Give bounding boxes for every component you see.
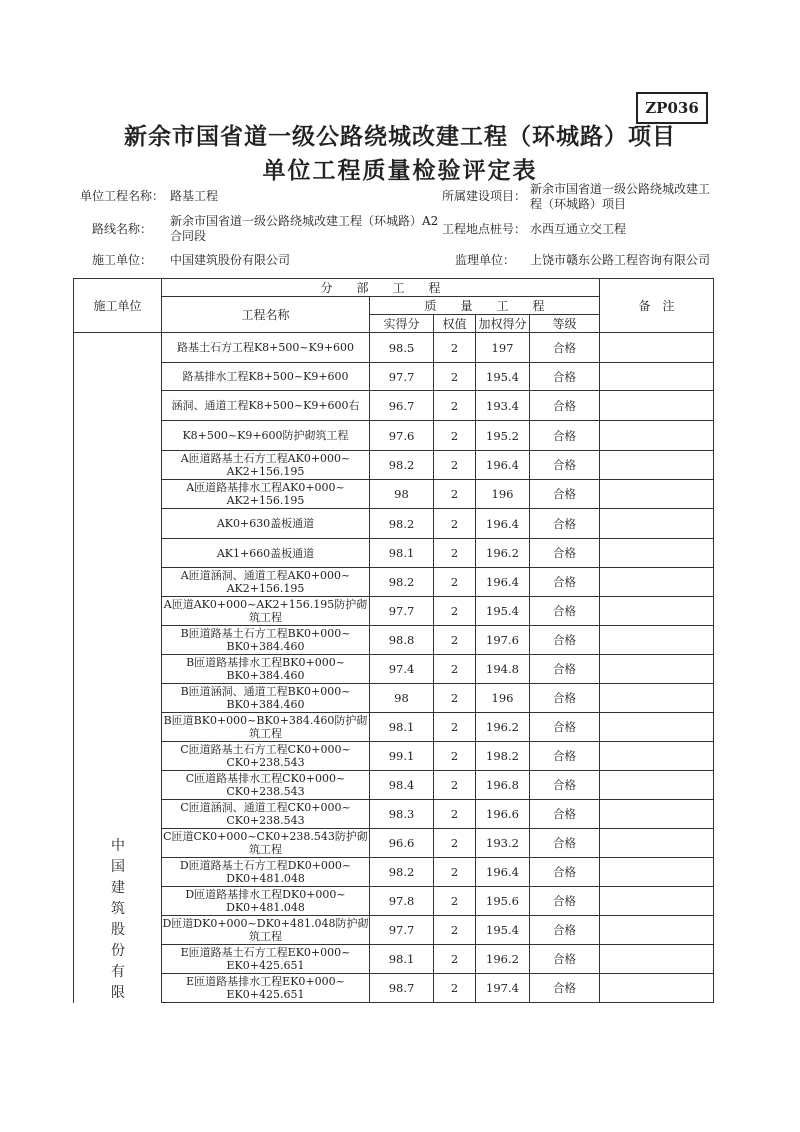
- project-name-line2: CK0+238.543: [226, 785, 305, 798]
- grade-cell: 合格: [530, 887, 600, 916]
- grade-cell: 合格: [530, 713, 600, 742]
- unit-vertical-char: 股: [111, 922, 125, 938]
- parent-project-label: 所属建设项目：: [442, 189, 527, 203]
- score-cell: 99.1: [370, 742, 434, 771]
- weighted-cell: 196: [476, 480, 530, 509]
- weight-cell: 2: [434, 333, 476, 363]
- project-name-line1: D匝道路基排水工程DK0+000~: [185, 888, 346, 901]
- project-name-cell: [162, 421, 370, 451]
- project-name-line1: C匝道涵洞、通道工程CK0+000~: [180, 801, 351, 814]
- score-cell: 98.2: [370, 451, 434, 480]
- table-row: [74, 684, 714, 713]
- project-name-line2: AK2+156.195: [226, 465, 305, 478]
- table-row: [74, 829, 714, 858]
- project-name-line2: DK0+481.048: [226, 901, 305, 914]
- table-row: [74, 887, 714, 916]
- supervisor-value: 上饶市赣东公路工程咨询有限公司: [530, 253, 711, 267]
- project-name-cell: [162, 800, 370, 829]
- score-cell: 97.8: [370, 887, 434, 916]
- project-title: 新余市国省道一级公路绕城改建工程（环城路）项目: [124, 123, 676, 150]
- project-name-line1: C匝道路基土石方工程CK0+000~: [180, 743, 351, 756]
- grade-cell: 合格: [530, 916, 600, 945]
- project-name-cell: [162, 626, 370, 655]
- unit-vertical-char: 份: [111, 943, 125, 959]
- grade-cell: 合格: [530, 800, 600, 829]
- project-name-line1: A匝道路基排水工程AK0+000~: [186, 481, 345, 494]
- remark-cell: [600, 945, 714, 974]
- contractor-value: 中国建筑股份有限公司: [170, 253, 291, 267]
- remark-cell: [600, 800, 714, 829]
- weighted-cell: 197: [476, 333, 530, 363]
- weighted-cell: 196.8: [476, 771, 530, 800]
- score-cell: 96.7: [370, 391, 434, 421]
- grade-cell: 合格: [530, 568, 600, 597]
- remark-cell: [600, 480, 714, 509]
- project-name-line1: E匝道路基土石方工程EK0+000~: [180, 946, 351, 959]
- grade-cell: 合格: [530, 684, 600, 713]
- route-value: [170, 214, 438, 244]
- project-name-line2: AK2+156.195: [226, 494, 305, 507]
- parent-project-value-line2: 程（环城路）项目: [530, 197, 627, 211]
- score-cell: 98: [370, 480, 434, 509]
- grade-cell: 合格: [530, 626, 600, 655]
- remark-cell: [600, 974, 714, 1003]
- header-remark: 备 注: [600, 279, 714, 333]
- grade-cell: 合格: [530, 539, 600, 568]
- project-name-line2: EK0+425.651: [226, 988, 305, 1001]
- project-name-line1: AK0+630盖板通道: [216, 517, 315, 530]
- project-name-line1: B匝道涵洞、通道工程BK0+000~: [180, 685, 351, 698]
- weighted-cell: 193.4: [476, 391, 530, 421]
- weight-cell: 2: [434, 713, 476, 742]
- grade-cell: 合格: [530, 333, 600, 363]
- project-name-line1: A匝道路基土石方工程AK0+000~: [180, 452, 351, 465]
- project-name-line1: K8+500~K9+600防护砌筑工程: [182, 429, 349, 442]
- project-name-cell: [162, 597, 370, 626]
- header-subsection: 分 部 工 程: [162, 279, 600, 297]
- project-name-cell: [162, 713, 370, 742]
- score-cell: 97.7: [370, 916, 434, 945]
- grade-cell: 合格: [530, 945, 600, 974]
- weight-cell: 2: [434, 363, 476, 391]
- remark-cell: [600, 713, 714, 742]
- project-name-line2: 筑工程: [249, 611, 282, 624]
- table-row: [74, 568, 714, 597]
- project-name-cell: [162, 333, 370, 363]
- remark-cell: [600, 771, 714, 800]
- quality-table: [73, 278, 714, 1003]
- score-cell: 98.2: [370, 568, 434, 597]
- grade-cell: 合格: [530, 829, 600, 858]
- parent-project-value: [530, 182, 710, 212]
- weight-cell: 2: [434, 945, 476, 974]
- grade-cell: 合格: [530, 974, 600, 1003]
- weight-cell: 2: [434, 568, 476, 597]
- weighted-cell: 196.4: [476, 509, 530, 539]
- grade-cell: 合格: [530, 597, 600, 626]
- table-row: [74, 480, 714, 509]
- remark-cell: [600, 333, 714, 363]
- header-name: 工程名称: [162, 297, 370, 333]
- project-name-cell: [162, 771, 370, 800]
- weight-cell: 2: [434, 509, 476, 539]
- weighted-cell: 195.4: [476, 916, 530, 945]
- weighted-cell: 196.2: [476, 945, 530, 974]
- weight-cell: 2: [434, 539, 476, 568]
- project-name-cell: [162, 363, 370, 391]
- remark-cell: [600, 391, 714, 421]
- project-name-line2: DK0+481.048: [226, 872, 305, 885]
- weight-cell: 2: [434, 597, 476, 626]
- weight-cell: 2: [434, 742, 476, 771]
- unit-vertical-char: 筑: [111, 901, 125, 917]
- header-grade: 等级: [530, 315, 600, 333]
- score-cell: 97.4: [370, 655, 434, 684]
- weighted-cell: 193.2: [476, 829, 530, 858]
- project-name-line1: B匝道路基土石方工程BK0+000~: [180, 627, 351, 640]
- project-name-cell: [162, 480, 370, 509]
- table-row: [74, 742, 714, 771]
- table-row: [74, 333, 714, 363]
- project-name-line1: D匝道DK0+000~DK0+481.048防护砌: [162, 917, 369, 930]
- weighted-cell: 196.2: [476, 539, 530, 568]
- table-row: [74, 974, 714, 1003]
- project-name-line1: 路基土石方工程K8+500~K9+600: [176, 341, 355, 354]
- grade-cell: 合格: [530, 742, 600, 771]
- project-name-line2: BK0+384.460: [226, 669, 305, 682]
- unit-vertical-char: 中: [111, 838, 125, 854]
- project-name-line2: 筑工程: [249, 727, 282, 740]
- remark-cell: [600, 568, 714, 597]
- table-row: [74, 597, 714, 626]
- remark-cell: [600, 539, 714, 568]
- remark-cell: [600, 887, 714, 916]
- grade-cell: 合格: [530, 391, 600, 421]
- weighted-cell: 196.4: [476, 858, 530, 887]
- remark-cell: [600, 626, 714, 655]
- project-name-line1: 涵洞、通道工程K8+500~K9+600右: [171, 399, 360, 412]
- project-name-cell: [162, 655, 370, 684]
- project-name-cell: [162, 684, 370, 713]
- location-value: 水西互通立交工程: [530, 222, 627, 236]
- project-name-line1: C匝道CK0+000~CK0+238.543防护砌: [163, 830, 368, 843]
- table-row: [74, 655, 714, 684]
- project-name-cell: [162, 916, 370, 945]
- header-quality: 质 量 工 程: [370, 297, 600, 315]
- project-name-cell: [162, 974, 370, 1003]
- weighted-cell: 195.4: [476, 597, 530, 626]
- table-row: [74, 363, 714, 391]
- grade-cell: 合格: [530, 451, 600, 480]
- table-row: [74, 539, 714, 568]
- unit-vertical-char: 国: [111, 859, 125, 875]
- header-weighted: 加权得分: [476, 315, 530, 333]
- weighted-cell: 196.6: [476, 800, 530, 829]
- project-name-line1: A匝道AK0+000~AK2+156.195防护砌: [163, 598, 368, 611]
- weight-cell: 2: [434, 829, 476, 858]
- score-cell: 98.4: [370, 771, 434, 800]
- location-label: 工程地点桩号：: [442, 222, 527, 236]
- project-name-line1: D匝道路基土石方工程DK0+000~: [179, 859, 352, 872]
- project-name-line2: CK0+238.543: [226, 814, 305, 827]
- project-name-line2: 筑工程: [249, 930, 282, 943]
- route-value-line2: 合同段: [170, 229, 207, 243]
- table-row: [74, 421, 714, 451]
- weight-cell: 2: [434, 421, 476, 451]
- table-row: [74, 916, 714, 945]
- unit-project-label: 单位工程名称：: [80, 189, 165, 203]
- weight-cell: 2: [434, 391, 476, 421]
- project-name-line2: EK0+425.651: [226, 959, 305, 972]
- unit-vertical-text: [108, 836, 128, 1004]
- project-name-line1: B匝道路基排水工程BK0+000~: [186, 656, 345, 669]
- project-name-line2: AK2+156.195: [226, 582, 305, 595]
- table-row: [74, 391, 714, 421]
- weight-cell: 2: [434, 626, 476, 655]
- project-name-cell: [162, 568, 370, 597]
- route-value-line1: 新余市国省道一级公路绕城改建工程（环城路）A2: [170, 214, 439, 228]
- project-name-line1: A匝道涵洞、通道工程AK0+000~: [180, 569, 351, 582]
- weight-cell: 2: [434, 451, 476, 480]
- score-cell: 97.6: [370, 421, 434, 451]
- form-title: 单位工程质量检验评定表: [262, 157, 538, 184]
- remark-cell: [600, 451, 714, 480]
- score-cell: 98.1: [370, 945, 434, 974]
- weighted-cell: 197.4: [476, 974, 530, 1003]
- remark-cell: [600, 363, 714, 391]
- table-row: [74, 509, 714, 539]
- table-row: [74, 451, 714, 480]
- table-row: [74, 771, 714, 800]
- unit-vertical-char: 限: [111, 985, 125, 1001]
- weighted-cell: 196.4: [476, 568, 530, 597]
- grade-cell: 合格: [530, 655, 600, 684]
- remark-cell: [600, 421, 714, 451]
- grade-cell: 合格: [530, 858, 600, 887]
- weight-cell: 2: [434, 480, 476, 509]
- score-cell: 97.7: [370, 363, 434, 391]
- header-unit: 施工单位: [74, 279, 162, 333]
- score-cell: 98.1: [370, 713, 434, 742]
- project-name-cell: [162, 451, 370, 480]
- project-name-line2: CK0+238.543: [226, 756, 305, 769]
- project-name-cell: [162, 742, 370, 771]
- remark-cell: [600, 684, 714, 713]
- project-name-line1: B匝道BK0+000~BK0+384.460防护砌: [163, 714, 368, 727]
- weight-cell: 2: [434, 916, 476, 945]
- table-row: [74, 800, 714, 829]
- grade-cell: 合格: [530, 421, 600, 451]
- weight-cell: 2: [434, 684, 476, 713]
- weighted-cell: 198.2: [476, 742, 530, 771]
- project-name-line1: AK1+660盖板通道: [216, 546, 315, 560]
- remark-cell: [600, 509, 714, 539]
- unit-vertical-char: 建: [111, 880, 125, 896]
- project-name-line2: BK0+384.460: [226, 640, 305, 653]
- header-score: 实得分: [370, 315, 434, 333]
- grade-cell: 合格: [530, 480, 600, 509]
- weighted-cell: 195.4: [476, 363, 530, 391]
- score-cell: 98.2: [370, 858, 434, 887]
- parent-project-value-line1: 新余市国省道一级公路绕城改建工: [530, 182, 711, 196]
- weight-cell: 2: [434, 858, 476, 887]
- remark-cell: [600, 742, 714, 771]
- document-code: ZP036: [636, 92, 708, 124]
- project-name-line2: 筑工程: [249, 843, 282, 856]
- table-row: [74, 713, 714, 742]
- grade-cell: 合格: [530, 363, 600, 391]
- weighted-cell: 197.6: [476, 626, 530, 655]
- unit-vertical-char: 有: [111, 964, 125, 980]
- weight-cell: 2: [434, 800, 476, 829]
- grade-cell: 合格: [530, 771, 600, 800]
- score-cell: 98.7: [370, 974, 434, 1003]
- table-row: [74, 858, 714, 887]
- weighted-cell: 194.8: [476, 655, 530, 684]
- remark-cell: [600, 858, 714, 887]
- score-cell: 98.3: [370, 800, 434, 829]
- grade-cell: 合格: [530, 509, 600, 539]
- weight-cell: 2: [434, 771, 476, 800]
- project-name-cell: [162, 509, 370, 539]
- table-row: [74, 626, 714, 655]
- weight-cell: 2: [434, 655, 476, 684]
- weight-cell: 2: [434, 974, 476, 1003]
- score-cell: 98.5: [370, 333, 434, 363]
- score-cell: 96.6: [370, 829, 434, 858]
- score-cell: 98.1: [370, 539, 434, 568]
- project-name-cell: [162, 945, 370, 974]
- score-cell: 98.2: [370, 509, 434, 539]
- weighted-cell: 196.4: [476, 451, 530, 480]
- remark-cell: [600, 916, 714, 945]
- score-cell: 98: [370, 684, 434, 713]
- project-name-cell: [162, 858, 370, 887]
- route-label: 路线名称：: [92, 222, 153, 236]
- weighted-cell: 195.6: [476, 887, 530, 916]
- weight-cell: 2: [434, 887, 476, 916]
- project-name-cell: [162, 887, 370, 916]
- weighted-cell: 196.2: [476, 713, 530, 742]
- unit-project-value: 路基工程: [170, 189, 219, 203]
- project-name-line2: BK0+384.460: [226, 698, 305, 711]
- project-name-line1: 路基排水工程K8+500~K9+600: [182, 370, 349, 383]
- project-name-line1: E匝道路基排水工程EK0+000~: [186, 975, 345, 988]
- remark-cell: [600, 829, 714, 858]
- project-name-cell: [162, 539, 370, 568]
- supervisor-label: 监理单位：: [455, 253, 516, 267]
- header-weight: 权值: [434, 315, 476, 333]
- score-cell: 97.7: [370, 597, 434, 626]
- remark-cell: [600, 597, 714, 626]
- weighted-cell: 195.2: [476, 421, 530, 451]
- table-row: [74, 945, 714, 974]
- project-name-line1: C匝道路基排水工程CK0+000~: [185, 772, 346, 785]
- project-name-cell: [162, 829, 370, 858]
- contractor-label: 施工单位：: [92, 253, 153, 267]
- remark-cell: [600, 655, 714, 684]
- project-name-cell: [162, 391, 370, 421]
- score-cell: 98.8: [370, 626, 434, 655]
- weighted-cell: 196: [476, 684, 530, 713]
